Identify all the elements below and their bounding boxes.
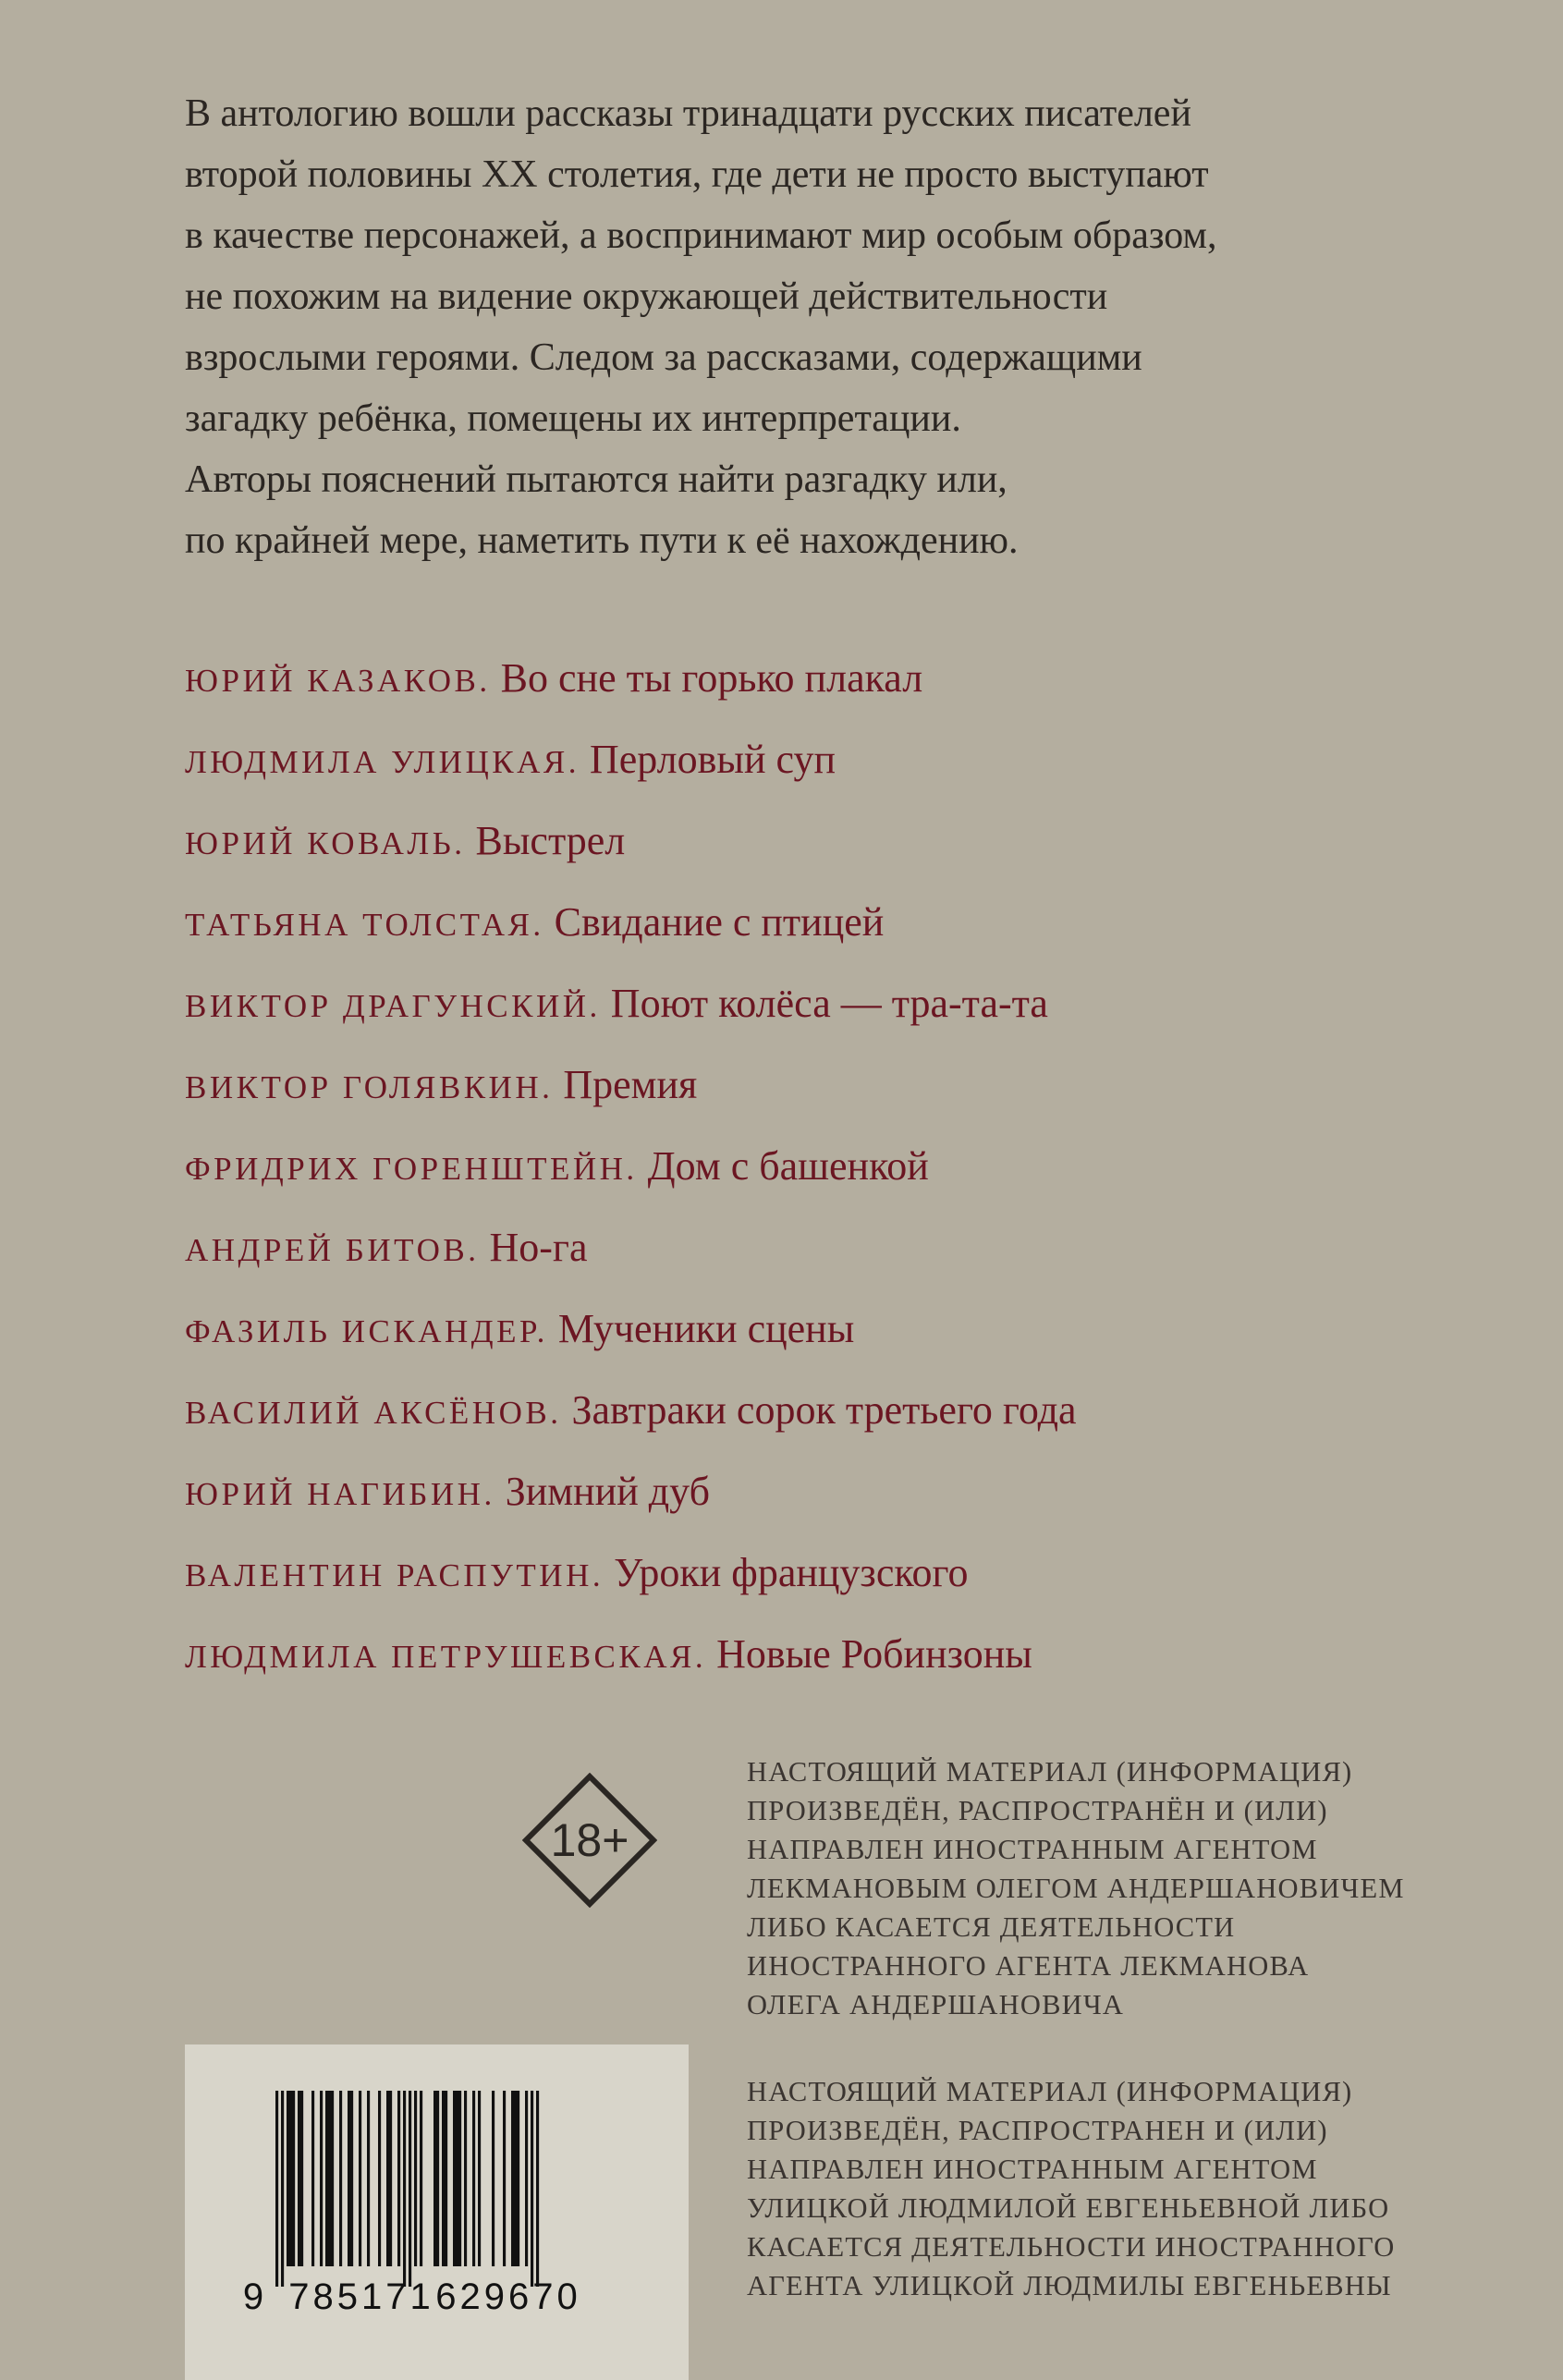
- barcode-bar: [453, 2091, 456, 2266]
- notice-line: АГЕНТА УЛИЦКОЙ ЛЮДМИЛЫ ЕВГЕНЬЕВНЫ: [747, 2270, 1392, 2301]
- barcode-bar: [458, 2091, 461, 2266]
- barcode-bar: [331, 2091, 334, 2266]
- barcode-bar: [300, 2091, 303, 2266]
- notice-line: НАСТОЯЩИЙ МАТЕРИАЛ (ИНФОРМАЦИЯ): [747, 2076, 1353, 2107]
- annotation-line: взрослыми героями. Следом за рассказами, содержащими: [185, 336, 1142, 379]
- contents-entry: [185, 719, 1386, 800]
- barcode-bar: [420, 2091, 422, 2266]
- isbn-barcode: [185, 2044, 689, 2380]
- contents-entry: [185, 882, 1386, 963]
- entry-author: ВИКТОР ДРАГУНСКИЙ.: [185, 988, 601, 1024]
- barcode-bar: [478, 2091, 481, 2266]
- barcode-bar: [517, 2091, 519, 2266]
- notice-line: ПРОИЗВЕДЁН, РАСПРОСТРАНЕН И (ИЛИ): [747, 2115, 1328, 2146]
- barcode-bar: [511, 2091, 514, 2266]
- barcode-bar: [531, 2091, 533, 2287]
- barcode-bar: [289, 2091, 292, 2266]
- barcode-first-digit: 9: [242, 2276, 264, 2317]
- barcode-bar: [378, 2091, 381, 2266]
- barcode-bar: [389, 2091, 392, 2266]
- annotation-line: в качестве персонажей, а воспринимают мир особым образом,: [185, 214, 1217, 257]
- barcode-bar: [287, 2091, 289, 2266]
- age-rating-badge: [522, 1773, 657, 1908]
- entry-title: Новые Робинзоны: [716, 1631, 1032, 1677]
- entry-author: ВАЛЕНТИН РАСПУТИН.: [185, 1557, 604, 1593]
- barcode-right-digits: 629670: [435, 2276, 581, 2317]
- barcode-bar: [359, 2091, 361, 2266]
- entry-author: ФАЗИЛЬ ИСКАНДЕР.: [185, 1313, 548, 1349]
- annotation-line: не похожим на видение окружающей действительности: [185, 275, 1108, 318]
- barcode-bar: [325, 2091, 328, 2266]
- barcode-bar: [328, 2091, 331, 2266]
- entry-title: Но-га: [489, 1225, 588, 1270]
- notice-line: ПРОИЗВЕДЁН, РАСПРОСТРАНЁН И (ИЛИ): [747, 1795, 1328, 1826]
- entry-title: Премия: [563, 1062, 698, 1107]
- barcode-bar: [281, 2091, 284, 2287]
- barcode-bar: [472, 2091, 475, 2266]
- entry-title: Поют колёса — тра-та-та: [610, 981, 1048, 1026]
- entry-author: ЮРИЙ КАЗАКОВ.: [185, 663, 491, 699]
- entry-author: ВАСИЛИЙ АКСЁНОВ.: [185, 1395, 562, 1431]
- annotation-line: Авторы пояснений пытаются найти разгадку или,: [185, 458, 1007, 501]
- barcode-bar: [409, 2091, 411, 2287]
- entry-author: ЮРИЙ КОВАЛЬ.: [185, 825, 466, 861]
- barcode-bar: [445, 2091, 447, 2266]
- barcode-bar: [442, 2091, 445, 2266]
- notice-line: НАПРАВЛЕН ИНОСТРАННЫМ АГЕНТОМ: [747, 2154, 1318, 2185]
- entry-author: ЮРИЙ НАГИБИН.: [185, 1476, 495, 1512]
- notice-line: ЛЕКМАНОВЫМ ОЛЕГОМ АНДЕРШАНОВИЧЕМ: [747, 1873, 1405, 1904]
- entry-title: Уроки французского: [614, 1550, 969, 1595]
- entry-author: ФРИДРИХ ГОРЕНШТЕЙН.: [185, 1151, 638, 1187]
- annotation-line: загадку ребёнка, помещены их интерпретации.: [185, 397, 961, 440]
- entry-title: Во сне ты горько плакал: [500, 655, 923, 701]
- entry-title: Завтраки сорок третьего года: [571, 1387, 1077, 1433]
- barcode-bar: [414, 2091, 417, 2266]
- annotation-line: В антологию вошли рассказы тринадцати русских писателей: [185, 92, 1191, 135]
- barcode-bar: [492, 2091, 495, 2266]
- contents-entry: [185, 1614, 1386, 1695]
- barcode-bar: [367, 2091, 370, 2266]
- barcode-bars: [275, 2091, 539, 2287]
- barcode-bar: [456, 2091, 458, 2266]
- notice-line: НАПРАВЛЕН ИНОСТРАННЫМ АГЕНТОМ: [747, 1834, 1318, 1865]
- entry-title: Дом с башенкой: [647, 1143, 929, 1189]
- barcode-bar: [403, 2091, 406, 2287]
- barcode-left-digits: 785171: [288, 2276, 434, 2317]
- contents-entry: [185, 1126, 1386, 1207]
- entry-author: ЛЮДМИЛА ПЕТРУШЕВСКАЯ.: [185, 1639, 707, 1675]
- annotation-line: по крайней мере, наметить пути к её нахождению.: [185, 519, 1019, 562]
- entry-title: Свидание с птицей: [554, 899, 885, 945]
- entry-author: ВИКТОР ГОЛЯВКИН.: [185, 1069, 554, 1105]
- entry-title: Зимний дуб: [505, 1469, 710, 1514]
- contents-entry: [185, 1451, 1386, 1532]
- contents-entry: [185, 963, 1386, 1044]
- entry-title: Выстрел: [475, 818, 626, 863]
- barcode-bar: [275, 2091, 278, 2287]
- barcode-bar: [397, 2091, 400, 2266]
- barcode-bar: [464, 2091, 467, 2266]
- notice-line: ОЛЕГА АНДЕРШАНОВИЧА: [747, 1989, 1125, 2020]
- contents-entry: [185, 1044, 1386, 1126]
- entry-title: Мученики сцены: [557, 1306, 855, 1351]
- barcode-bar: [514, 2091, 517, 2266]
- contents-entry: [185, 800, 1386, 882]
- barcode-bar: [536, 2091, 539, 2287]
- foreign-agent-notice: [747, 2072, 1486, 2305]
- barcode-bar: [298, 2091, 300, 2266]
- barcode-bar: [348, 2091, 350, 2266]
- contents-entry: [185, 1288, 1386, 1370]
- contents-entry: [185, 1532, 1386, 1614]
- entry-title: Перловый суп: [589, 737, 836, 782]
- entry-author: ТАТЬЯНА ТОЛСТАЯ.: [185, 907, 544, 943]
- notice-line: ЛИБО КАСАЕТСЯ ДЕЯТЕЛЬНОСТИ: [747, 1911, 1236, 1943]
- barcode-bar: [320, 2091, 323, 2266]
- barcode-bar: [525, 2091, 528, 2266]
- entry-author: АНДРЕЙ БИТОВ.: [185, 1232, 480, 1268]
- notice-line: ИНОСТРАННОГО АГЕНТА ЛЕКМАНОВА: [747, 1950, 1310, 1982]
- annotation-text: [185, 83, 1386, 571]
- notice-line: УЛИЦКОЙ ЛЮДМИЛОЙ ЕВГЕНЬЕВНОЙ ЛИБО: [747, 2192, 1390, 2224]
- barcode-bar: [292, 2091, 295, 2266]
- contents-entry: [185, 1207, 1386, 1288]
- barcode-bar: [436, 2091, 439, 2266]
- contents-list: [185, 638, 1386, 1695]
- barcode-bar: [386, 2091, 389, 2266]
- barcode-bar: [311, 2091, 314, 2266]
- foreign-agent-notice: [747, 1752, 1486, 2024]
- barcode-bar: [339, 2091, 342, 2266]
- barcode-bar: [503, 2091, 506, 2266]
- notice-line: КАСАЕТСЯ ДЕЯТЕЛЬНОСТИ ИНОСТРАННОГО: [747, 2231, 1396, 2263]
- contents-entry: [185, 638, 1386, 719]
- barcode-bar: [433, 2091, 436, 2266]
- contents-entry: [185, 1370, 1386, 1451]
- entry-author: ЛЮДМИЛА УЛИЦКАЯ.: [185, 744, 580, 780]
- age-rating-text: 18+: [550, 1814, 629, 1866]
- barcode-bar: [350, 2091, 353, 2266]
- notice-line: НАСТОЯЩИЙ МАТЕРИАЛ (ИНФОРМАЦИЯ): [747, 1756, 1353, 1788]
- annotation-line: второй половины XX столетия, где дети не просто выступают: [185, 153, 1209, 196]
